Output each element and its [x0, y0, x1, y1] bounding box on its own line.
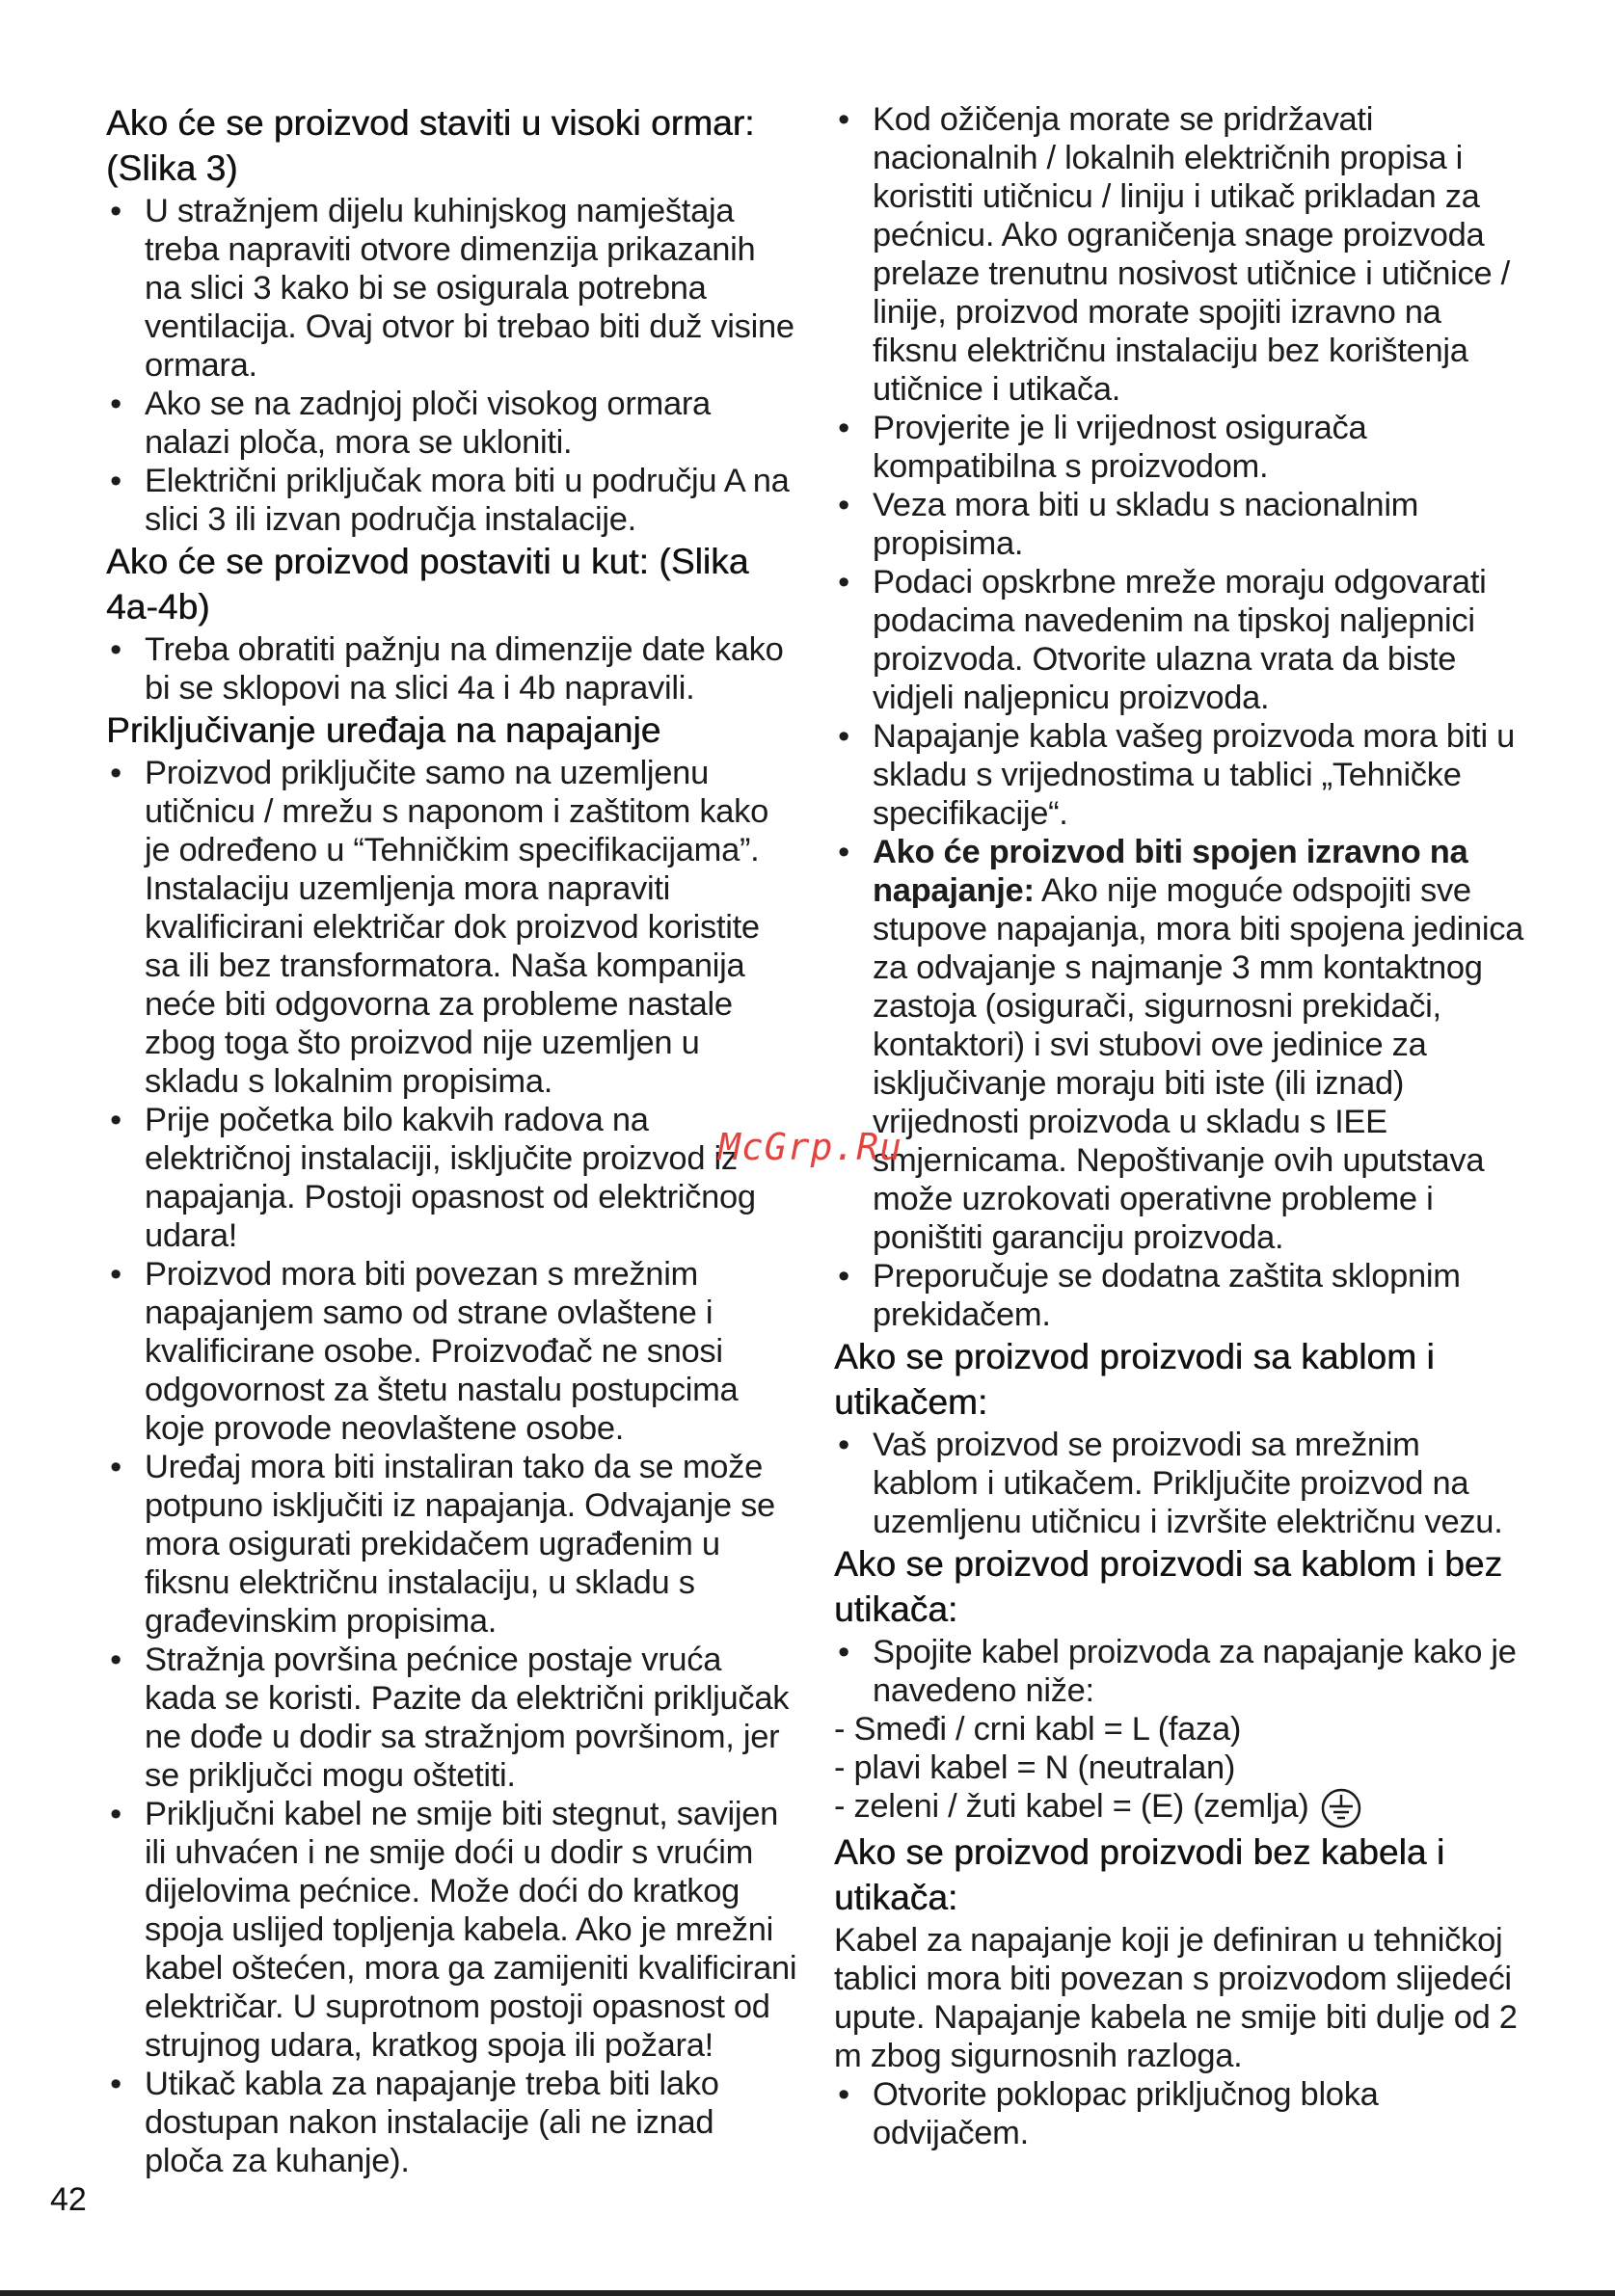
bullet-dot: • — [838, 101, 849, 138]
wire-green-yellow-line: - zeleni / žuti kabel = (E) (zemlja) — [834, 1787, 1528, 1829]
bullet-dot: • — [110, 1796, 121, 1832]
heading-cable-no-plug: Ako se proizvod proizvodi sa kablom i bez utikača: — [834, 1544, 1503, 1629]
list-item: • U stražnjem dijelu kuhinjskog namještaja treba napraviti otvore dimenzija prikazanih na slici 3 kako bi se osigurala potrebna ventilacija. Ovaj otvor bi trebao biti duž visine ormara. — [106, 192, 798, 385]
heading-power-connection: Priključivanje uređaja na napajanje — [106, 710, 661, 750]
page-number: 42 — [50, 2181, 87, 2218]
list-item: • Podaci opskrbne mreže moraju odgovarati podacima navedenim na tipskoj naljepnici proizvoda. Otvorite ulazna vrata da biste vidjeli naljepnicu proizvoda. — [834, 563, 1528, 717]
heading-cable-and-plug: Ako se proizvod proizvodi sa kablom i utikačem: — [834, 1337, 1435, 1422]
list-item: • Kod ožičenja morate se pridržavati nacionalnih / lokalnih električnih propisa i koristiti utičnicu / liniju i utikač prikladan za pećnicu. Ako ograničenja snage proizvoda prelaze trenutnu nosivost utičnice i utičnice / linije, proizvod morate spojiti izravno na fiksnu električnu instalaciju bez korištenja utičnice i utikača. — [834, 100, 1528, 409]
earth-ground-icon — [1320, 1787, 1362, 1829]
bullet-dot: • — [110, 386, 121, 422]
right-column — [834, 100, 1528, 2152]
bullet-dot: • — [838, 718, 849, 755]
list-item: • Proizvod priključite samo na uzemljenu utičnicu / mrežu s naponom i zaštitom kako je određeno u “Tehničkim specifikacijama”. Instalaciju uzemljenja mora napraviti kvalificirani električar dok proizvod koristite sa ili bez transformatora. Naša kompanija neće biti odgovorna za probleme nastale zbog toga što proizvod nije uzemljen u skladu s lokalnim propisima. — [106, 754, 798, 1101]
bullet-dot: • — [838, 1427, 849, 1463]
list-item: • Utikač kabla za napajanje treba biti lako dostupan nakon instalacije (ali ne iznad ploča za kuhanje). — [106, 2065, 798, 2180]
list-item: • Ako se na zadnjoj ploči visokog ormara nalazi ploča, mora se ukloniti. — [106, 385, 798, 462]
bullet-dot: • — [838, 2076, 849, 2113]
bullet-dot: • — [110, 463, 121, 499]
list-item: • Prije početka bilo kakvih radova na električnoj instalaciji, isključite proizvod iz napajanja. Postoji opasnost od električnog udara! — [106, 1101, 798, 1255]
bullet-dot: • — [838, 834, 849, 870]
bullet-dot: • — [838, 564, 849, 601]
list-item: • Veza mora biti u skladu s nacionalnim propisima. — [834, 486, 1528, 563]
list-item: • Vaš proizvod se proizvodi sa mrežnim kablom i utikačem. Priključite proizvod na uzemljenu utičnicu i izvršite električnu vezu. — [834, 1426, 1528, 1541]
bullet-dot: • — [110, 755, 121, 791]
list-item: • Električni priključak mora biti u području A na slici 3 ili izvan područja instalacije. — [106, 462, 798, 539]
list-item: • Stražnja površina pećnice postaje vruća kada se koristi. Pazite da električni priključak ne dođe u dodir sa stražnjom površinom, jer se priključci mogu oštetiti. — [106, 1641, 798, 1795]
watermark: McGrp.Ru — [718, 1126, 903, 1168]
bottom-rule — [0, 2290, 1615, 2296]
bullet-dot: • — [838, 410, 849, 446]
bullet-dot: • — [110, 1449, 121, 1485]
list-item: • Provjerite je li vrijednost osigurača kompatibilna s proizvodom. — [834, 409, 1528, 486]
bullet-dot: • — [110, 631, 121, 668]
list-item: • Preporučuje se dodatna zaštita sklopnim prekidačem. — [834, 1257, 1528, 1334]
heading-no-cable: Ako se proizvod proizvodi bez kabela i utikača: — [834, 1832, 1445, 1917]
list-item: • Treba obratiti pažnju na dimenzije date kako bi se sklopovi na slici 4a i 4b napravili. — [106, 630, 798, 707]
list-item: • Otvorite poklopac priključnog bloka odvijačem. — [834, 2075, 1528, 2152]
bullet-dot: • — [110, 2066, 121, 2102]
direct-connection-label: Ako će proizvod biti spojen izravno na napajanje: — [873, 834, 1468, 909]
list-item: • Proizvod mora biti povezan s mrežnim napajanjem samo od strane ovlaštene i kvalificirane osobe. Proizvođač ne snosi odgovornost za štetu nastalu postupcima koje provode neovlaštene osobe. — [106, 1255, 798, 1448]
list-item: • Spojite kabel proizvoda za napajanje kako je navedeno niže: — [834, 1633, 1528, 1710]
paragraph-cable-length: Kabel za napajanje koji je definiran u tehničkoj tablici mora biti povezan s proizvodom slijedeći upute. Napajanje kabela ne smije biti dulje od 2 m zbog sigurnosnih razloga. — [834, 1922, 1518, 2074]
bullet-dot: • — [838, 1258, 849, 1295]
list-item: • Priključni kabel ne smije biti stegnut, savijen ili uhvaćen i ne smije doći u dodir s vrućim dijelovima pećnice. Može doći do kratkog spoja uslijed topljenja kabela. Ako je mrežni kabel oštećen, mora ga zamijeniti kvalificirani električar. U suprotnom postoji opasnost od strujnog udara, kratkog spoja ili požara! — [106, 1795, 798, 2065]
bullet-dot: • — [838, 1634, 849, 1670]
list-item: • Uređaj mora biti instaliran tako da se može potpuno isključiti iz napajanja. Odvajanje se mora osigurati prekidačem ugrađenim u fiksnu električnu instalaciju, u skladu s građevinskim propisima. — [106, 1448, 798, 1641]
heading-tall-cabinet: Ako će se proizvod staviti u visoki ormar: (Slika 3) — [106, 103, 755, 188]
wire-brown-line: - Smeđi / crni kabl = L (faza) — [834, 1711, 1242, 1748]
list-item: • Napajanje kabla vašeg proizvoda mora biti u skladu s vrijednostima u tablici „Tehničke specifikacije“. — [834, 717, 1528, 833]
heading-corner: Ako će se proizvod postaviti u kut: (Slika 4a-4b) — [106, 542, 749, 627]
wire-blue-line: - plavi kabel = N (neutralan) — [834, 1749, 1236, 1786]
left-column — [106, 100, 798, 2180]
bullet-dot: • — [838, 487, 849, 523]
list-item-direct-connection: • Ako će proizvod biti spojen izravno na napajanje: Ako nije moguće odspojiti sve stupove napajanja, mora biti spojena jedinica za odvajanje s najmanje 3 mm kontaktnog zastoja (osigurači, sigurnosni prekidači, kontaktori) i svi stubovi ove jedinice za isključivanje moraju biti iste (ili iznad) vrijednosti proizvoda u skladu s IEE smjernicama. Nepoštivanje ovih uputstava može uzrokovati operativne probleme i poništiti garanciju proizvoda. — [834, 833, 1528, 1257]
bullet-dot: • — [110, 193, 121, 229]
bullet-dot: • — [110, 1102, 121, 1138]
bullet-dot: • — [110, 1256, 121, 1293]
bullet-dot: • — [110, 1642, 121, 1678]
